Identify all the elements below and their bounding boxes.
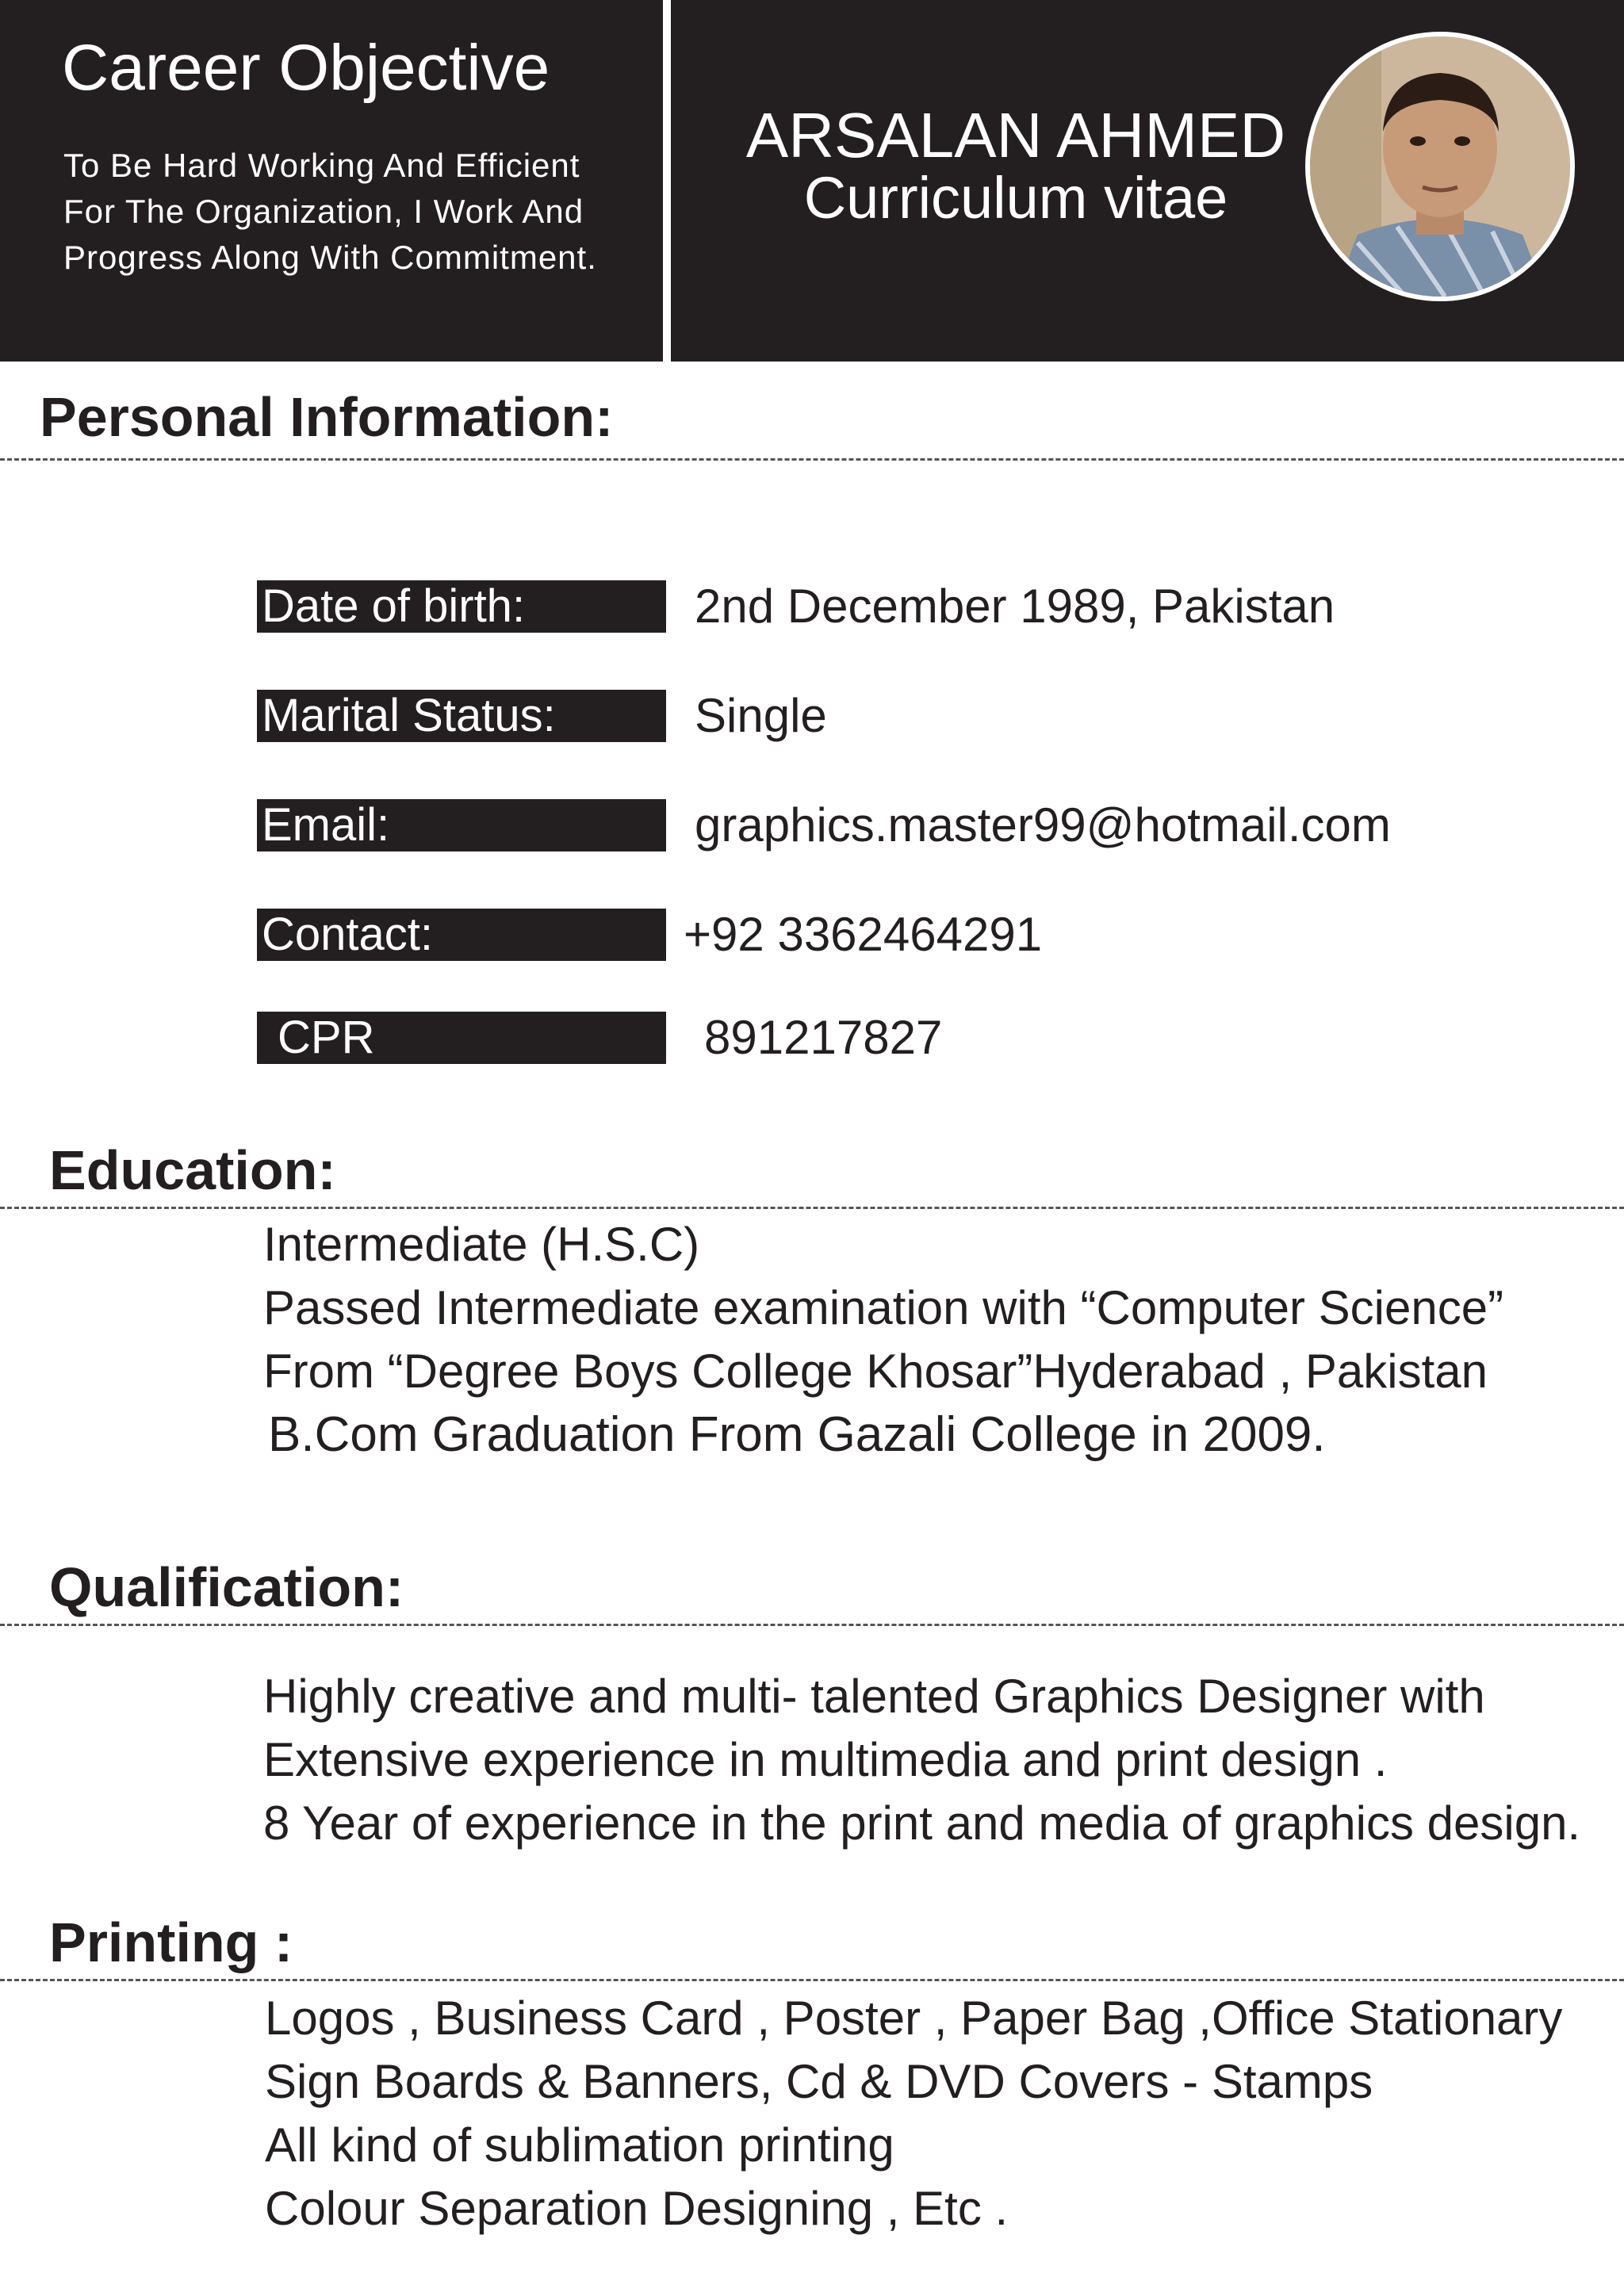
profile-photo — [1305, 32, 1575, 301]
education-text — [263, 1213, 1503, 1467]
info-label: Contact: — [257, 909, 666, 961]
qualification-line: Highly creative and multi- talented Graphics Designer with — [263, 1670, 1485, 1723]
printing-line: Colour Separation Designing , Etc . — [265, 2182, 1009, 2235]
info-value: 2nd December 1989, Pakistan — [695, 580, 1335, 633]
career-objective-title: Career Objective — [62, 32, 550, 104]
info-row-cpr — [257, 1012, 1605, 1067]
printing-line: All kind of sublimation printing — [265, 2118, 894, 2172]
info-value: 891217827 — [704, 1011, 943, 1064]
info-row-marital-status — [257, 690, 1605, 745]
education-heading: Education: — [49, 1139, 336, 1201]
info-row-date-of-birth — [257, 580, 1605, 636]
info-value: graphics.master99@hotmail.com — [695, 798, 1391, 851]
qualification-line: Extensive experience in multimedia and print design . — [263, 1733, 1388, 1786]
qualification-line: 8 Year of experience in the print and media of graphics design. — [263, 1797, 1581, 1850]
info-label: CPR — [257, 1012, 666, 1064]
section-divider — [0, 1979, 1624, 1981]
qualification-text — [263, 1665, 1580, 1855]
career-objective-text: To Be Hard Working And Efficient For The Organization, I Work And Progress Along With Commitment. — [63, 147, 597, 276]
printing-heading: Printing : — [49, 1911, 293, 1973]
cv-subtitle: Curriculum vitae — [803, 165, 1228, 231]
printing-line: Logos , Business Card , Poster , Paper Bag ,Office Stationary — [265, 1992, 1563, 2045]
info-value: +92 3362464291 — [684, 908, 1043, 961]
career-objective-panel — [0, 0, 663, 362]
qualification-heading: Qualification: — [49, 1556, 404, 1618]
printing-text — [265, 1987, 1562, 2241]
printing-line: Sign Boards & Banners, Cd & DVD Covers - Stamps — [265, 2055, 1373, 2108]
education-line: From “Degree Boys College Khosar”Hyderabad , Pakistan — [263, 1345, 1488, 1398]
section-divider — [0, 1207, 1624, 1209]
info-value: Single — [695, 689, 827, 742]
info-row-email — [257, 799, 1605, 855]
personal-info-heading: Personal Information: — [40, 386, 614, 448]
info-label: Marital Status: — [257, 690, 666, 742]
name-panel — [671, 0, 1624, 362]
info-row-contact — [257, 909, 1605, 964]
section-divider — [0, 1624, 1624, 1626]
candidate-name: ARSALAN AHMED — [745, 100, 1286, 170]
info-label: Email: — [257, 799, 666, 851]
education-line: B.Com Graduation From Gazali College in 2009. — [268, 1407, 1326, 1462]
info-label: Date of birth: — [257, 580, 666, 633]
education-line: Intermediate (H.S.C) — [263, 1218, 700, 1271]
section-divider — [0, 458, 1624, 461]
education-line: Passed Intermediate examination with “Computer Science” — [263, 1281, 1504, 1334]
